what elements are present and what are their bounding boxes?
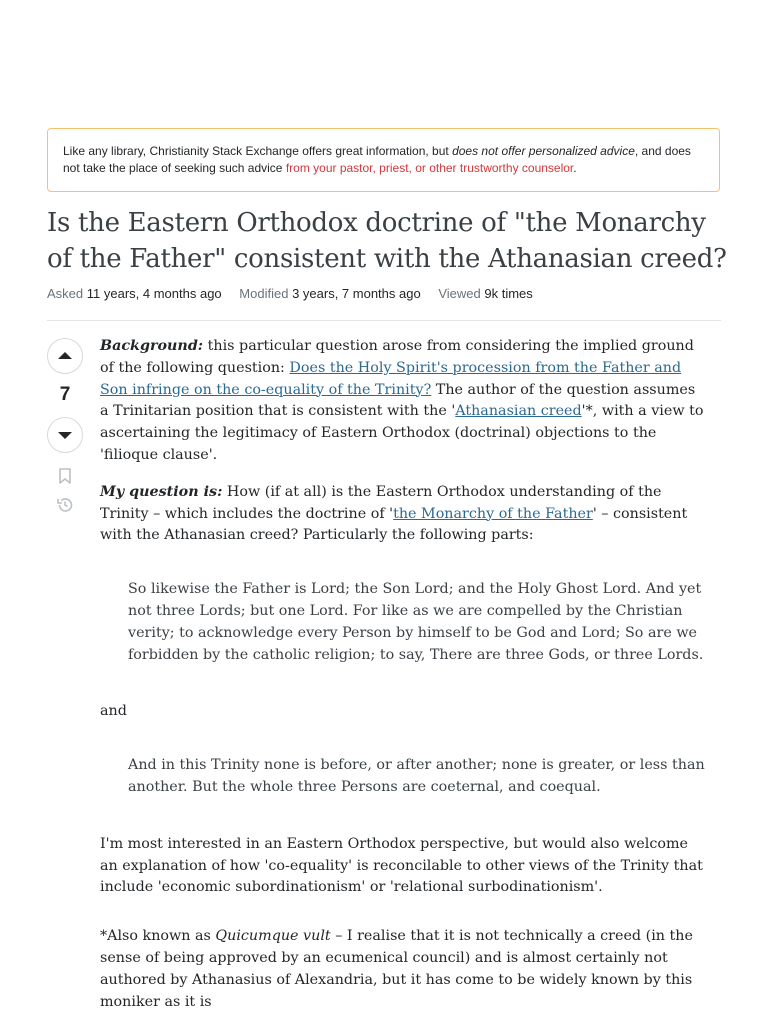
- creed-quote-1: So likewise the Father is Lord; the Son Lord; and the Holy Ghost Lord. And yet not three Lords; but one Lord. For like as we are compelled by the Christian verity; to acknowledge every Person by himself to be God and Lord; So are we forbidden by the catholic religion; to say, There are three Gods, or three Lords.: [128, 581, 704, 663]
- divider: [47, 320, 721, 321]
- body-text: *Also known as: [100, 928, 216, 945]
- asked-value: 11 years, 4 months ago: [86, 286, 222, 301]
- background-label: Background:: [100, 338, 204, 354]
- notice-end: .: [573, 161, 577, 175]
- body-text: this particular question arose from considering the implied ground of the following question:: [100, 338, 694, 376]
- modified-value[interactable]: 3 years, 7 months ago: [292, 286, 421, 301]
- upvote-button[interactable]: [47, 338, 83, 374]
- my-question-label: My question is:: [100, 483, 223, 500]
- downvote-button[interactable]: [47, 417, 83, 453]
- body-text: The author of the question assumes a Trinitarian position that is consistent with the ': [100, 381, 696, 420]
- bookmark-button[interactable]: [56, 467, 74, 485]
- linked-question-link[interactable]: Does the Holy Spirit's procession from the Father and Son infringe on the co-equality of the Trinity?: [100, 359, 682, 398]
- notice-text: Like any library, Christianity Stack Exchange offers great information, but: [63, 144, 453, 158]
- notice-text-2: , and does not take the place of seeking such advice: [63, 144, 691, 175]
- asked-label: Asked: [47, 286, 84, 301]
- footnote-paragraph: [100, 926, 705, 1013]
- body-text: – I realise that it is not technically a creed (in the sense of being approved by an ecumenical council) and is almost certainly not authored by Athanasius of Alexandria, but it has come to be widely known by this moniker as it is: [100, 928, 693, 1010]
- body-text: '*, with a view to ascertaining the legitimacy of Eastern Orthodox (doctrinal) objections to the 'filioque clause'.: [100, 403, 704, 463]
- viewed-label: Viewed: [438, 286, 481, 301]
- arrow-down-icon: [56, 426, 74, 444]
- advice-notice: [47, 128, 720, 192]
- notice-counselor-text: from your pastor, priest, or other trustworthy counselor: [285, 161, 574, 175]
- vote-count: 7: [59, 384, 71, 405]
- monarchy-link[interactable]: the Monarchy of the Father: [393, 505, 593, 522]
- and-text: and: [100, 703, 127, 720]
- bookmark-icon: [56, 467, 74, 485]
- arrow-up-icon: [56, 347, 74, 365]
- question-paragraph: [100, 482, 705, 547]
- notice-italic: does not offer personalized advice: [452, 144, 635, 158]
- question-meta: [47, 286, 547, 301]
- creed-quote-2: And in this Trinity none is before, or after another; none is greater, or less than another. But the whole three Persons are coeternal, and coequal.: [128, 757, 705, 795]
- question-title[interactable]: Is the Eastern Orthodox doctrine of "the Monarchy of the Father" consistent with the Athanasian creed?: [47, 208, 727, 274]
- question-body: [100, 336, 705, 1028]
- perspective-paragraph: I'm most interested in an Eastern Orthodox perspective, but would also welcome an explanation of how 'co-equality' is reconcilable to other views of the Trinity that include 'economic subordinationism' or 'relational surbodinationism'.: [100, 835, 703, 896]
- athanasian-creed-link[interactable]: Athanasian creed: [455, 403, 582, 420]
- quicumque-vult-text: Quicumque vult: [215, 928, 331, 945]
- background-paragraph: [100, 336, 705, 467]
- body-text: How (if at all) is the Eastern Orthodox understanding of the Trinity – which includes the doctrine of ': [100, 483, 662, 522]
- viewed-value: 9k times: [484, 286, 533, 301]
- timeline-button[interactable]: [56, 496, 74, 514]
- modified-label: Modified: [239, 286, 289, 301]
- body-text: ' – consistent with the Athanasian creed? Particularly the following parts:: [100, 505, 688, 544]
- history-icon: [56, 496, 74, 514]
